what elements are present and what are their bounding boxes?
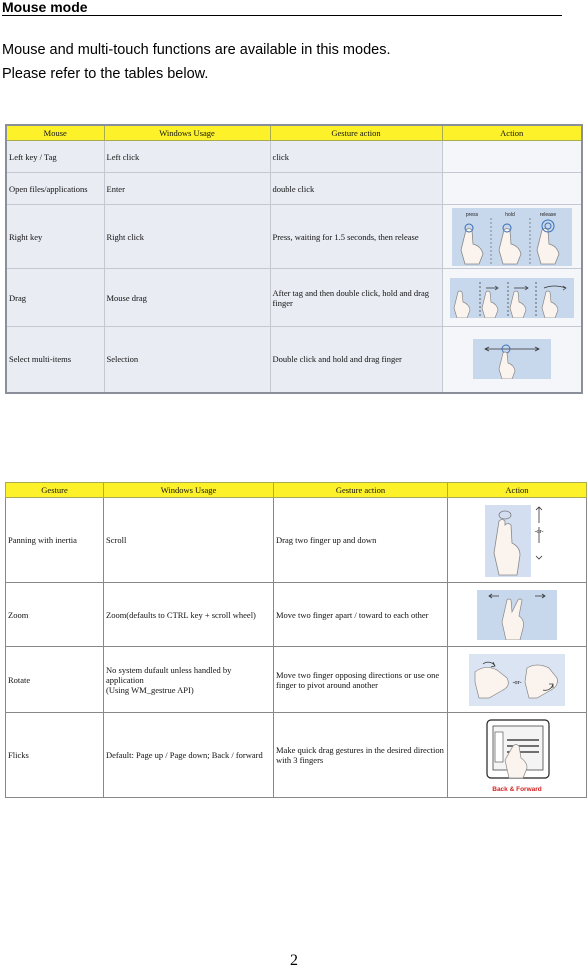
gesture-cell: double click [270,173,442,205]
back-forward-label: Back & Forward [492,786,542,793]
rotate-illustration [469,654,565,706]
usage-cell: Mouse drag [104,269,270,327]
gesture-table [5,482,587,798]
column-header: Gesture action [274,483,448,498]
action-text-cell: Move two finger opposing directions or use one finger to pivot around another [274,647,448,713]
action-text-cell: Make quick drag gestures in the desired direction with 3 fingers [274,713,448,798]
table-row [6,498,587,583]
gesture-cell: Zoom [6,583,104,647]
action-cell [448,583,587,647]
or-label: -or- [512,679,522,686]
intro-line-2: Please refer to the tables below. [2,66,209,82]
column-header: Gesture action [270,125,442,141]
table-row [6,173,582,205]
flicks-illustration [481,716,553,794]
mouse-functions-table [5,124,583,394]
usage-cell: Scroll [104,498,274,583]
usage-cell: Selection [104,327,270,393]
page-number: 2 [290,952,298,969]
usage-cell: Zoom(defaults to CTRL key + scroll wheel) [104,583,274,647]
action-cell [448,498,587,583]
action-text-cell: Drag two finger up and down [274,498,448,583]
table-header-row [6,125,582,141]
gesture-cell: Double click and hold and drag finger [270,327,442,393]
usage-cell: Right click [104,205,270,269]
usage-cell: Default: Page up / Page down; Back / forward [104,713,274,798]
usage-cell: Enter [104,173,270,205]
drag-illustration [450,278,574,318]
gesture-cell: Press, waiting for 1.5 seconds, then release [270,205,442,269]
column-header: Mouse [6,125,104,141]
action-cell [442,269,582,327]
gesture-cell: Panning with inertia [6,498,104,583]
gesture-cell: click [270,141,442,173]
action-cell [442,141,582,173]
action-cell [442,173,582,205]
select-multi-items-illustration [473,339,551,379]
table-header-row [6,483,587,498]
gesture-cell: Flicks [6,713,104,798]
mouse-cell: Left key / Tag [6,141,104,173]
table-row [6,647,587,713]
table-row [6,205,582,269]
usage-line: application [106,674,144,685]
column-header: Windows Usage [104,483,274,498]
press-label: press [465,211,478,218]
usage-line: (Using WM_gestrue API) [106,684,194,695]
mouse-cell: Drag [6,269,104,327]
action-text-cell: Move two finger apart / toward to each other [274,583,448,647]
action-cell [448,713,587,798]
mouse-cell: Select multi-items [6,327,104,393]
press-hold-release-illustration [452,208,572,266]
panning-illustration [485,501,549,579]
gesture-cell: After tag and then double click, hold and drag finger [270,269,442,327]
intro-line-1: Mouse and multi-touch functions are available in this modes. [2,42,391,58]
hold-label: hold [505,211,515,218]
table-row [6,141,582,173]
action-cell [448,647,587,713]
action-cell [442,205,582,269]
table-row [6,583,587,647]
or-label: -or- [534,529,544,535]
action-cell [442,327,582,393]
mouse-cell: Open files/applications [6,173,104,205]
section-heading: Mouse mode [2,0,562,16]
usage-cell: Left click [104,141,270,173]
up-arrow-icon [536,507,542,523]
mouse-cell: Right key [6,205,104,269]
usage-line: No system dufault unless handled by [106,664,232,675]
table-row [6,713,587,798]
release-label: release [539,211,556,218]
gesture-cell: Rotate [6,647,104,713]
column-header: Windows Usage [104,125,270,141]
usage-cell [104,647,274,713]
zoom-illustration [477,590,557,640]
table-row [6,269,582,327]
column-header: Action [442,125,582,141]
table-row [6,327,582,393]
column-header: Action [448,483,587,498]
column-header: Gesture [6,483,104,498]
